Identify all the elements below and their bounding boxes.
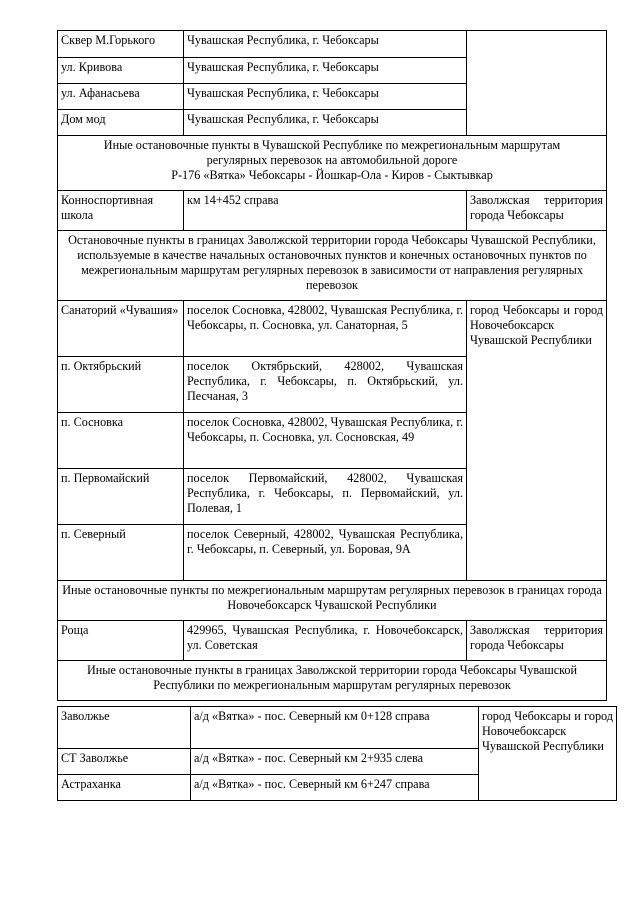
stop-name: ул. Афанасьева xyxy=(58,84,184,110)
section-header-row xyxy=(58,231,607,301)
stop-address: поселок Северный, 428002, Чувашская Республика, г. Чебоксары, п. Северный, ул. Боровая, 9А xyxy=(184,525,467,581)
stop-name: СТ Заволжье xyxy=(58,749,191,775)
stop-name: п. Северный xyxy=(58,525,184,581)
stop-name: Санаторий «Чувашия» xyxy=(58,301,184,357)
stop-address: поселок Сосновка, 428002, Чувашская Республика, г. Чебоксары, п. Сосновка, ул. Санаторная, 5 xyxy=(184,301,467,357)
stop-territory: город Чебоксары и город Новочебоксарск Чувашской Республики xyxy=(479,707,617,801)
stop-name: Астраханка xyxy=(58,775,191,801)
stop-address: а/д «Вятка» - пос. Северный км 2+935 слева xyxy=(191,749,479,775)
stop-address: Чувашская Республика, г. Чебоксары xyxy=(184,31,467,58)
territory-cell-empty xyxy=(467,31,607,136)
stop-name: Дом мод xyxy=(58,110,184,136)
table-row xyxy=(58,301,607,357)
section-header-line2: Р-176 «Вятка» Чебоксары - Йошкар-Ола - Киров - Сыктывкар xyxy=(171,168,493,182)
section-header: Иные остановочные пункты в границах Заволжской территории города Чебоксары Чувашской Республики по межрегиональным маршрутам регулярных перевозок xyxy=(58,661,607,701)
stop-territory: Заволжская территория города Чебоксары xyxy=(467,621,607,661)
section-header-row xyxy=(58,136,607,191)
stop-territory: Заволжская территория города Чебоксары xyxy=(467,191,607,231)
table-row xyxy=(58,707,617,749)
stop-name: Роща xyxy=(58,621,184,661)
stop-name: п. Октябрьский xyxy=(58,357,184,413)
table-row xyxy=(58,621,607,661)
stop-address: поселок Сосновка, 428002, Чувашская Республика, г. Чебоксары, п. Сосновка, ул. Сосновская, 49 xyxy=(184,413,467,469)
stop-address: км 14+452 справа xyxy=(184,191,467,231)
stops-table xyxy=(57,30,607,701)
stop-address: Чувашская Республика, г. Чебоксары xyxy=(184,110,467,136)
section-header-row xyxy=(58,661,607,701)
stop-address: а/д «Вятка» - пос. Северный км 0+128 справа xyxy=(191,707,479,749)
stop-address: 429965, Чувашская Республика, г. Новочебоксарск, ул. Советская xyxy=(184,621,467,661)
stop-name: Заволжье xyxy=(58,707,191,749)
section-header: Остановочные пункты в границах Заволжской территории города Чебоксары Чувашской Республики, используемые в качестве начальных остановочных пунктов и конечных остановочных пунктов по межрегиональным маршрутам регулярных перевозок в зависимости от направления регулярных перевозок xyxy=(58,231,607,301)
stop-address: а/д «Вятка» - пос. Северный км 6+247 справа xyxy=(191,775,479,801)
section-header: Иные остановочные пункты по межрегиональным маршрутам регулярных перевозок в границах города Новочебоксарск Чувашской Республики xyxy=(58,581,607,621)
stop-name: п. Первомайский xyxy=(58,469,184,525)
stop-name: п. Сосновка xyxy=(58,413,184,469)
stop-territory: город Чебоксары и город Новочебоксарск Чувашской Республики xyxy=(467,301,607,581)
stop-address: Чувашская Республика, г. Чебоксары xyxy=(184,58,467,84)
stop-address: поселок Октябрьский, 428002, Чувашская Республика, г. Чебоксары, п. Октябрьский, ул. Песчаная, 3 xyxy=(184,357,467,413)
stop-name: ул. Кривова xyxy=(58,58,184,84)
stops-table-section-e xyxy=(57,706,617,801)
section-header-line1: Иные остановочные пункты в Чувашской Республике по межрегиональным маршрутам регулярных перевозок на автомобильной дороге xyxy=(103,138,561,167)
stop-address: поселок Первомайский, 428002, Чувашская Республика, г. Чебоксары, п. Первомайский, ул. Полевая, 1 xyxy=(184,469,467,525)
section-header xyxy=(58,136,607,191)
table-row xyxy=(58,191,607,231)
section-header-row xyxy=(58,581,607,621)
stop-name: Сквер М.Горького xyxy=(58,31,184,58)
table-row xyxy=(58,31,607,58)
stop-name: Конноспортивная школа xyxy=(58,191,184,231)
stop-address: Чувашская Республика, г. Чебоксары xyxy=(184,84,467,110)
